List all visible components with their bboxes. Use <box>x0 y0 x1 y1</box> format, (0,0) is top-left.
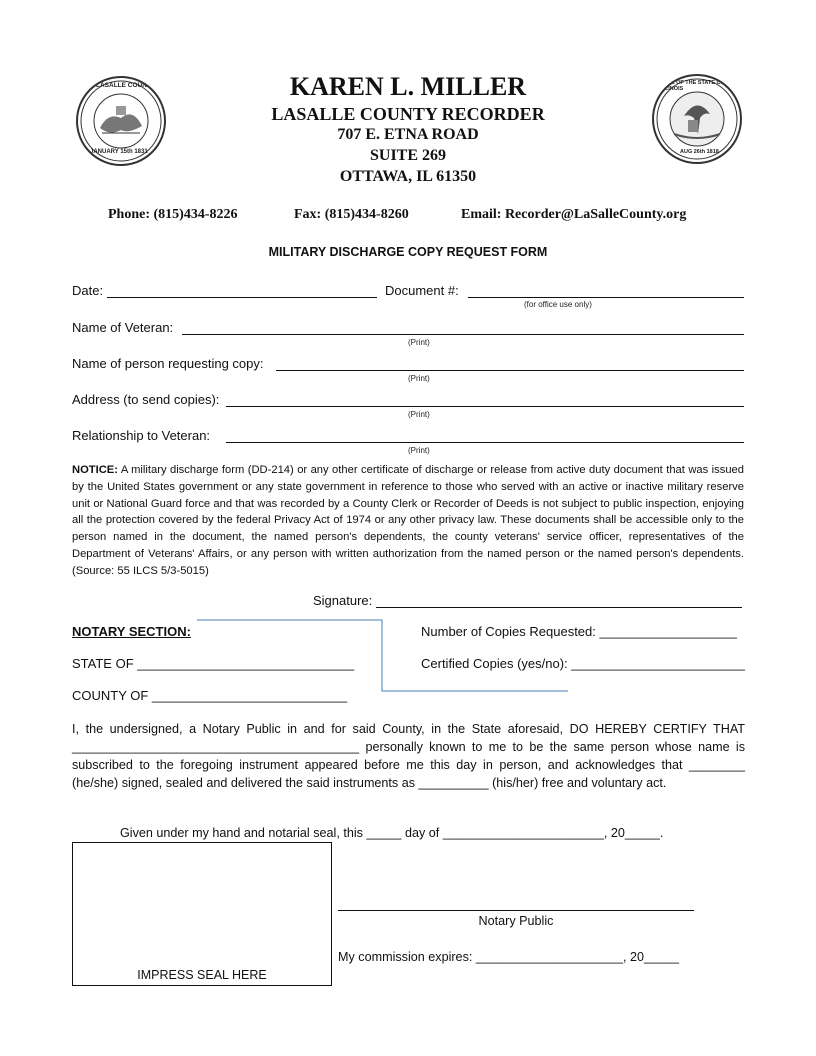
print-note: (Print) <box>408 338 430 347</box>
print-note: (Print) <box>408 374 430 383</box>
contact-fax: Fax: (815)434-8260 <box>294 207 409 222</box>
requester-name-label: Name of person requesting copy: <box>72 356 264 371</box>
notary-section-heading: NOTARY SECTION: <box>72 624 191 639</box>
copies-requested-field[interactable]: Number of Copies Requested: ___________________ <box>421 624 737 639</box>
notice-text: A military discharge form (DD-214) or any other certificate of discharge or release from active duty document that was issued by the United States government or any state government in reference to those who served with an active or inactive military reserve unit or National Guard force and that was recorded by a County Clerk or Recorder of Deeds is not subject to public inspection, enjoying all the protection covered by the federal Privacy Act of 1974 or any other privacy law. These documents shall be accessible only to the person named in the document, the named person's dependents, the county veterans' service officer, representatives of the Department of Veterans' Affairs, or any person with written authorization from the named person or the named person's dependents. (Source: 55 ILCS 5/3-5015) <box>72 464 744 577</box>
certified-copies-field[interactable]: Certified Copies (yes/no): ________________________ <box>421 656 745 671</box>
impress-seal-label: IMPRESS SEAL HERE <box>137 968 267 982</box>
relationship-label: Relationship to Veteran: <box>72 428 211 443</box>
recorder-office: LASALLE COUNTY RECORDER <box>271 104 545 124</box>
lasalle-seal-top-text: LASALLE COUNTY <box>96 82 156 89</box>
notary-certification-text: I, the undersigned, a Notary Public in and for said County, in the State aforesaid, DO HEREBY CERTIFY THAT _________________________________________ personally known to me to be the same person whose name is subscribed to the foregoing instrument appeared before me this day in person, and acknowledges that ________ (he/she) signed, sealed and delivered the said instruments as __________ (his/her) free and voluntary act. <box>72 722 745 790</box>
state-of-field[interactable]: STATE OF ______________________________ <box>72 656 355 671</box>
form-title: MILITARY DISCHARGE COPY REQUEST FORM <box>268 245 548 259</box>
impress-seal-box <box>72 842 332 986</box>
notary-public-label: Notary Public <box>478 914 554 928</box>
county-of-field[interactable]: COUNTY OF ___________________________ <box>72 688 348 703</box>
notary-signature-field[interactable] <box>338 910 694 911</box>
address-suite: SUITE 269 <box>369 147 447 164</box>
print-note: (Print) <box>408 446 430 455</box>
recorder-name: KAREN L. MILLER <box>289 72 527 101</box>
document-number-label: Document #: <box>385 283 459 298</box>
address-label: Address (to send copies): <box>72 392 220 407</box>
date-label: Date: <box>72 283 104 298</box>
address-city: OTTAWA, IL 61350 <box>339 168 477 185</box>
signature-label: Signature: <box>313 593 373 608</box>
commission-expires-field[interactable]: My commission expires: _____________________, 20_____ <box>338 950 679 964</box>
lasalle-seal-bottom-text: JANUARY 15th 1831 <box>90 149 148 155</box>
office-use-note: (for office use only) <box>524 300 592 309</box>
illinois-seal-top-text: SEAL OF THE STATE OF ILLINOIS <box>660 80 725 92</box>
illinois-seal-bottom-text: AUG 26th 1818 <box>680 149 719 155</box>
address-street: 707 E. ETNA ROAD <box>337 126 479 143</box>
contact-email: Email: Recorder@LaSalleCounty.org <box>461 207 687 222</box>
contact-phone: Phone: (815)434-8226 <box>108 207 238 222</box>
veteran-name-label: Name of Veteran: <box>72 320 174 335</box>
notary-given-under-hand: Given under my hand and notarial seal, this _____ day of _______________________, 20_____. <box>120 826 664 840</box>
notice-heading: NOTICE: <box>72 464 118 476</box>
print-note: (Print) <box>408 410 430 419</box>
